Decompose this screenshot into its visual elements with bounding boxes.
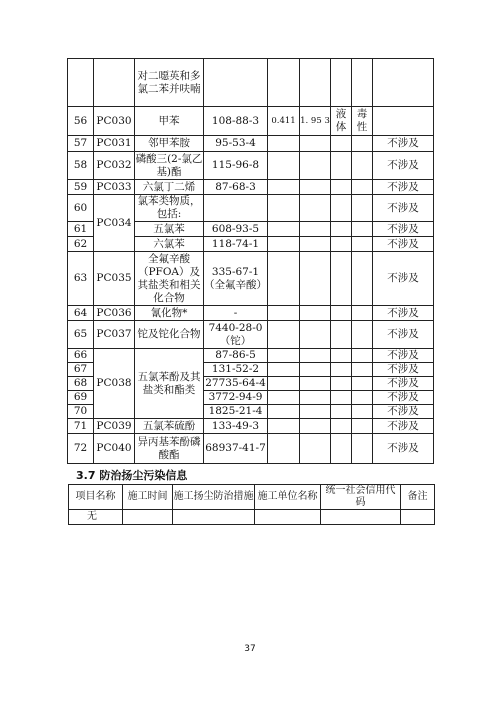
hazard <box>352 152 373 180</box>
row-number: 67 <box>68 363 94 377</box>
substance-code: PC040 <box>94 434 135 464</box>
dust-measures-cell <box>173 510 255 525</box>
value-2 <box>300 349 331 363</box>
table-row <box>68 152 434 180</box>
table-row <box>68 195 434 222</box>
physical-state <box>331 59 352 107</box>
substance-name: 邻甲苯胺 <box>135 136 204 152</box>
row-number: 68 <box>68 377 94 391</box>
row-number: 69 <box>68 391 94 405</box>
involvement-status: 不涉及 <box>373 222 434 237</box>
involvement-status: 不涉及 <box>373 195 434 222</box>
table-row <box>68 306 434 321</box>
physical-state <box>331 136 352 152</box>
substance-name: 全氟辛酸（PFOA）及其盐类和相关化合物 <box>135 252 204 306</box>
value-2 <box>300 252 331 306</box>
substance-name: 氰化物* <box>135 306 204 321</box>
value-2 <box>300 321 331 349</box>
row-number: 57 <box>68 136 94 152</box>
cas-number: 95-53-4 <box>204 136 268 152</box>
physical-state <box>331 349 352 363</box>
physical-state <box>331 222 352 237</box>
row-number: 59 <box>68 180 94 195</box>
value-1 <box>268 59 300 107</box>
substance-code: PC037 <box>94 321 135 349</box>
cas-number: 68937-41-7 <box>204 434 268 464</box>
substance-name: 五氯苯 <box>135 222 204 237</box>
value-1 <box>268 136 300 152</box>
page-number: 37 <box>244 644 256 654</box>
hazard <box>352 377 373 391</box>
table-row <box>68 59 434 107</box>
involvement-status: 不涉及 <box>373 152 434 180</box>
hazard <box>352 306 373 321</box>
substance-name: 五氯苯硫酚 <box>135 419 204 434</box>
row-number: 65 <box>68 321 94 349</box>
value-2 <box>300 59 331 107</box>
table-row <box>68 136 434 152</box>
hazard <box>352 349 373 363</box>
row-number: 62 <box>68 237 94 252</box>
value-1 <box>268 434 300 464</box>
involvement-status: 不涉及 <box>373 434 434 464</box>
row-number <box>68 59 94 107</box>
row-number: 61 <box>68 222 94 237</box>
substance-code: PC032 <box>94 152 135 180</box>
involvement-status: 不涉及 <box>373 405 434 419</box>
value-1 <box>268 391 300 405</box>
involvement-status: 不涉及 <box>373 363 434 377</box>
value-2 <box>300 222 331 237</box>
chemical-substances-table <box>67 58 434 464</box>
cas-number: 7440-28-0（铊） <box>204 321 268 349</box>
substance-code: PC036 <box>94 306 135 321</box>
involvement-status: 不涉及 <box>373 349 434 363</box>
physical-state <box>331 152 352 180</box>
cas-number: 87-68-3 <box>204 180 268 195</box>
substance-code: PC030 <box>94 107 135 136</box>
column-header: 施工时间 <box>123 485 173 510</box>
cas-number: 131-52-2 <box>204 363 268 377</box>
involvement-status: 不涉及 <box>373 237 434 252</box>
substance-name: 铊及铊化合物 <box>135 321 204 349</box>
physical-state <box>331 180 352 195</box>
substance-code: PC031 <box>94 136 135 152</box>
value-2: 1. 95 3 <box>300 107 331 136</box>
substance-code: PC035 <box>94 252 135 306</box>
physical-state <box>331 377 352 391</box>
involvement-status: 不涉及 <box>373 391 434 405</box>
value-1 <box>268 363 300 377</box>
value-2 <box>300 237 331 252</box>
cas-number <box>204 195 268 222</box>
cas-number: 115-96-8 <box>204 152 268 180</box>
cas-number: 118-74-1 <box>204 237 268 252</box>
hazard <box>352 252 373 306</box>
cas-number: 335-67-1（全氟辛酸） <box>204 252 268 306</box>
column-header: 施工单位名称 <box>255 485 321 510</box>
substance-code: PC038 <box>94 349 135 419</box>
value-2 <box>300 405 331 419</box>
table-row <box>68 107 434 136</box>
hazard <box>352 405 373 419</box>
cas-number: 133-49-3 <box>204 419 268 434</box>
involvement-status: 不涉及 <box>373 136 434 152</box>
value-2 <box>300 152 331 180</box>
row-number: 71 <box>68 419 94 434</box>
credit-code-cell <box>321 510 401 525</box>
value-1 <box>268 180 300 195</box>
substance-name: 氯苯类物质，包括: <box>135 195 204 222</box>
value-2 <box>300 391 331 405</box>
hazard <box>352 136 373 152</box>
row-number: 58 <box>68 152 94 180</box>
cas-number: 608-93-5 <box>204 222 268 237</box>
hazard <box>352 363 373 377</box>
cas-number: 108-88-3 <box>204 107 268 136</box>
value-2 <box>300 306 331 321</box>
table-row <box>68 434 434 464</box>
hazard <box>352 434 373 464</box>
hazard <box>352 59 373 107</box>
cas-number: 27735-64-4 <box>205 377 266 389</box>
substance-code: PC039 <box>94 419 135 434</box>
hazard: 毒性 <box>352 107 373 136</box>
value-2 <box>300 363 331 377</box>
value-1 <box>268 419 300 434</box>
hazard <box>352 195 373 222</box>
dust-pollution-table <box>68 484 435 525</box>
value-1 <box>268 222 300 237</box>
row-number: 64 <box>68 306 94 321</box>
section-title: 3.7 防治扬尘污染信息 <box>76 469 188 482</box>
involvement-status: 不涉及 <box>373 180 434 195</box>
substance-name: 对二噁英和多氯二苯并呋喃 <box>135 59 204 107</box>
hazard <box>352 180 373 195</box>
involvement-status <box>373 107 434 136</box>
physical-state: 液体 <box>331 107 352 136</box>
value-1 <box>268 405 300 419</box>
physical-state <box>331 434 352 464</box>
cas-number: 1825-21-4 <box>204 405 268 419</box>
hazard <box>352 237 373 252</box>
substance-code <box>94 59 135 107</box>
value-2 <box>300 419 331 434</box>
hazard <box>352 419 373 434</box>
cas-number: 87-86-5 <box>204 349 268 363</box>
physical-state <box>331 237 352 252</box>
table-row <box>68 419 434 434</box>
substance-name: 异丙基苯酚磷酸酯 <box>135 434 204 464</box>
table-row <box>68 180 434 195</box>
table-row <box>68 321 434 349</box>
physical-state <box>331 321 352 349</box>
physical-state <box>331 195 352 222</box>
construction-time-cell <box>123 510 173 525</box>
column-header: 统一社会信用代码 <box>321 485 401 510</box>
value-2 <box>300 180 331 195</box>
row-number: 56 <box>68 107 94 136</box>
physical-state <box>331 405 352 419</box>
substance-code: PC033 <box>94 180 135 195</box>
table-row <box>69 510 435 525</box>
value-1 <box>268 349 300 363</box>
involvement-status: 不涉及 <box>373 377 434 391</box>
substance-name: 甲苯 <box>135 107 204 136</box>
value-1 <box>268 377 300 391</box>
value-1: 0.411 <box>268 107 300 136</box>
substance-name: 六氯丁二烯 <box>135 180 204 195</box>
value-2 <box>300 136 331 152</box>
cas-number: - <box>204 306 268 321</box>
project-name-cell: 无 <box>69 510 123 525</box>
value-1 <box>268 152 300 180</box>
physical-state <box>331 252 352 306</box>
substance-name: 五氯苯酚及其盐类和酯类 <box>135 349 204 419</box>
hazard <box>352 222 373 237</box>
row-number: 60 <box>68 195 94 222</box>
substance-name: 磷酸三(2-氯乙基)酯 <box>135 152 203 178</box>
column-header: 项目名称 <box>69 485 123 510</box>
value-2 <box>300 434 331 464</box>
table-row <box>68 349 434 363</box>
physical-state <box>331 419 352 434</box>
hazard <box>352 391 373 405</box>
value-1 <box>268 237 300 252</box>
involvement-status <box>373 59 434 107</box>
table-row <box>68 252 434 306</box>
substance-name: 六氯苯 <box>135 237 204 252</box>
contractor-name-cell <box>255 510 321 525</box>
row-number: 70 <box>68 405 94 419</box>
row-number: 66 <box>68 349 94 363</box>
row-number: 63 <box>68 252 94 306</box>
hazard <box>352 321 373 349</box>
value-1 <box>268 195 300 222</box>
value-1 <box>268 252 300 306</box>
involvement-status: 不涉及 <box>373 321 434 349</box>
remarks-cell <box>401 510 435 525</box>
column-header: 施工扬尘防治措施 <box>173 485 255 510</box>
cas-number <box>204 59 268 107</box>
value-1 <box>268 321 300 349</box>
involvement-status: 不涉及 <box>373 252 434 306</box>
involvement-status: 不涉及 <box>373 419 434 434</box>
value-2 <box>300 195 331 222</box>
table-header-row <box>69 485 435 510</box>
value-2 <box>300 377 331 391</box>
physical-state <box>331 391 352 405</box>
row-number: 72 <box>68 434 94 464</box>
cas-number: 3772-94-9 <box>204 391 268 405</box>
involvement-status: 不涉及 <box>373 306 434 321</box>
column-header: 备注 <box>401 485 435 510</box>
substance-code: PC034 <box>94 195 135 252</box>
physical-state <box>331 363 352 377</box>
physical-state <box>331 306 352 321</box>
value-1 <box>268 306 300 321</box>
